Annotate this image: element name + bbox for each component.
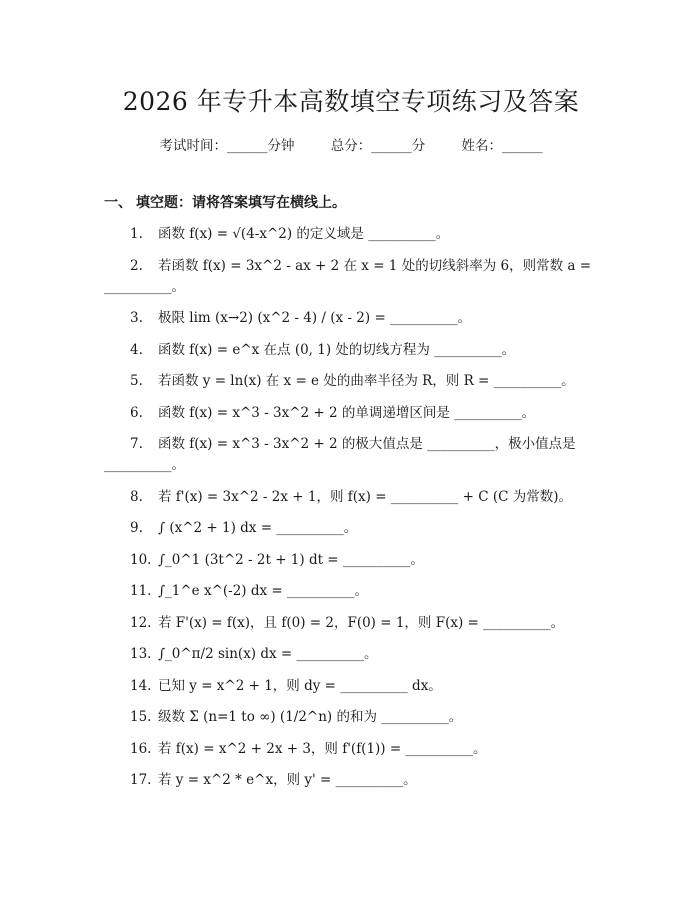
question-number: 10. [130,551,152,568]
question-text: ∫ (x^2 + 1) dx = __________。 [158,520,358,536]
question-item [104,487,598,508]
question-text: 函数 f(x) = √(4-x^2) 的定义域是 __________。 [158,226,450,242]
question-text: 级数 Σ (n=1 to ∞) (1/2^n) 的和为 __________。 [158,709,463,725]
student-name: 姓名：______ [461,138,543,154]
section-heading [104,192,598,214]
question-text: 若 f(x) = x^2 + 2x + 3，则 f'(f(1)) = __________。 [158,740,487,757]
question-number: 15. [130,709,152,725]
question-item [104,770,598,791]
question-item [104,676,598,697]
question-item [104,224,598,245]
question-number: 6. [130,404,143,421]
question-number: 11. [130,583,152,599]
question-number: 3. [130,310,143,326]
question-item [104,371,598,392]
question-text: 若函数 f(x) = 3x^2 - ax + 2 在 x = 1 处的切线斜率为 6，则常数 a = __________。 [104,257,592,295]
question-number: 16. [130,740,152,757]
question-text: ∫_0^1 (3t^2 - 2t + 1) dt = __________。 [158,551,424,568]
question-item [104,707,598,728]
question-item [104,403,598,424]
question-text: 若 F'(x) = f(x)，且 f(0) = 2，F(0) = 1，则 F(x) = __________。 [158,614,565,631]
total-score: 总分：______分 [330,138,426,154]
question-number: 1. [130,226,143,242]
question-number: 14. [130,677,152,694]
question-number: 5. [130,373,143,389]
question-item [104,308,598,329]
question-text: 已知 y = x^2 + 1，则 dy = __________ dx。 [158,677,442,694]
question-text: 函数 f(x) = x^3 - 3x^2 + 2 的极大值点是 __________，极小值点是 __________。 [104,436,576,473]
question-item [104,550,598,571]
question-number: 8. [130,488,143,505]
question-text: ∫_1^e x^(-2) dx = __________。 [158,583,369,599]
question-item [104,581,598,602]
question-item [104,613,598,634]
section-number: 一、 [104,195,132,211]
exam-info [104,136,598,156]
question-number: 12. [130,614,152,631]
question-text: 若函数 y = ln(x) 在 x = e 处的曲率半径为 R，则 R = __________。 [158,373,575,389]
question-list [104,224,598,791]
question-text: 若 f'(x) = 3x^2 - 2x + 1，则 f(x) = __________ + C (C 为常数)。 [158,488,572,505]
question-text: 极限 lim (x→2) (x^2 - 4) / (x - 2) = __________。 [158,310,472,326]
question-number: 2. [130,257,143,274]
question-text: 函数 f(x) = e^x 在点 (0, 1) 处的切线方程为 __________。 [158,341,516,358]
question-text: 若 y = x^2 * e^x，则 y' = __________。 [158,772,417,788]
page-title: 2026 年专升本高数填空专项练习及答案 [122,87,580,116]
question-item [104,340,598,361]
question-text: ∫_0^π/2 sin(x) dx = __________。 [158,646,378,662]
question-number: 13. [130,646,152,662]
question-number: 9. [130,520,143,536]
question-item [104,739,598,760]
question-number: 4. [130,341,143,358]
question-item [104,434,598,476]
question-text: 函数 f(x) = x^3 - 3x^2 + 2 的单调递增区间是 __________。 [158,404,536,421]
question-item [104,518,598,539]
question-number: 7. [130,436,143,452]
question-item [104,256,598,298]
question-number: 17. [130,772,152,788]
exam-time: 考试时间：______分钟 [159,138,295,154]
question-item [104,644,598,665]
section-title: 填空题：请将答案填写在横线上。 [136,195,346,211]
